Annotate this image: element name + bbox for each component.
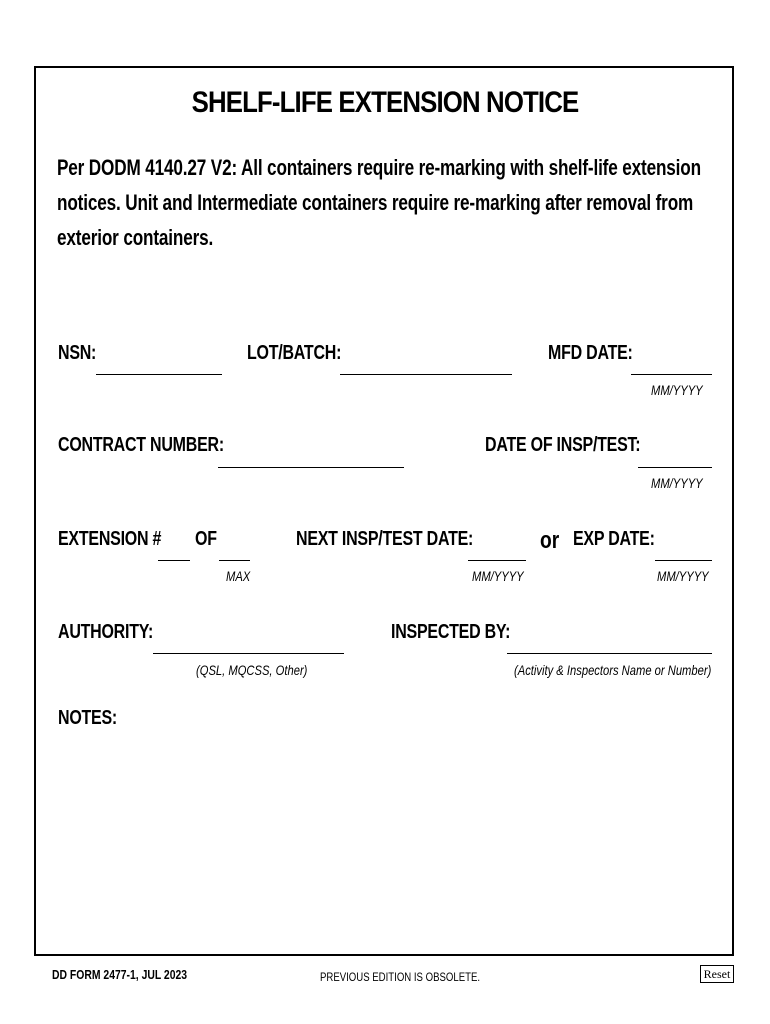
date-of-insp-hint: MM/YYYY xyxy=(651,475,703,491)
of-max-field[interactable] xyxy=(219,560,250,561)
inspected-by-label: INSPECTED BY: xyxy=(391,621,511,643)
or-text: or xyxy=(540,527,560,554)
inspected-by-hint: (Activity & Inspectors Name or Number) xyxy=(514,662,712,678)
form-number: DD FORM 2477-1, JUL 2023 xyxy=(52,967,188,982)
exp-date-label: EXP DATE: xyxy=(573,528,655,550)
intro-line-2: notices. Unit and Intermediate containers require re-marking after removal from xyxy=(57,190,694,215)
exp-date-field[interactable] xyxy=(655,560,712,561)
contract-number-label: CONTRACT NUMBER: xyxy=(58,434,224,456)
lot-batch-field[interactable] xyxy=(340,374,512,375)
nsn-field[interactable] xyxy=(96,374,222,375)
intro-line-3: exterior containers. xyxy=(57,225,214,250)
form-title: SHELF-LIFE EXTENSION NOTICE xyxy=(191,86,579,119)
edition-note: PREVIOUS EDITION IS OBSOLETE. xyxy=(320,970,481,984)
authority-field[interactable] xyxy=(153,653,344,654)
next-insp-hint: MM/YYYY xyxy=(472,568,524,584)
mfd-date-label: MFD DATE: xyxy=(548,342,633,364)
reset-button[interactable]: Reset xyxy=(700,965,734,983)
of-max-hint: MAX xyxy=(226,568,251,584)
nsn-label: NSN: xyxy=(58,342,97,364)
inspected-by-field[interactable] xyxy=(507,653,712,654)
next-insp-field[interactable] xyxy=(468,560,526,561)
exp-date-hint: MM/YYYY xyxy=(657,568,709,584)
date-of-insp-label: DATE OF INSP/TEST: xyxy=(485,434,641,456)
notes-label: NOTES: xyxy=(58,707,118,729)
of-label: OF xyxy=(195,528,217,550)
intro-text xyxy=(57,150,701,255)
notes-field[interactable] xyxy=(58,738,708,938)
lot-batch-label: LOT/BATCH: xyxy=(247,342,342,364)
mfd-date-hint: MM/YYYY xyxy=(651,382,703,398)
authority-hint: (QSL, MQCSS, Other) xyxy=(196,662,308,678)
extension-label: EXTENSION # xyxy=(58,528,162,550)
date-of-insp-field[interactable] xyxy=(638,467,712,468)
mfd-date-field[interactable] xyxy=(631,374,712,375)
authority-label: AUTHORITY: xyxy=(58,621,154,643)
next-insp-label: NEXT INSP/TEST DATE: xyxy=(296,528,474,550)
intro-line-1: Per DODM 4140.27 V2: All containers require re-marking with shelf-life extension xyxy=(57,155,701,180)
extension-number-field[interactable] xyxy=(158,560,190,561)
contract-number-field[interactable] xyxy=(218,467,404,468)
